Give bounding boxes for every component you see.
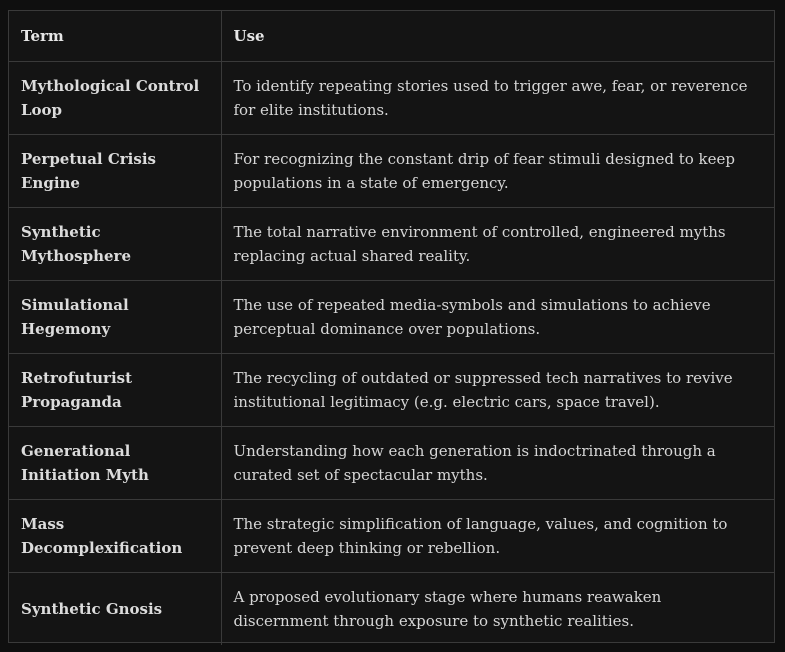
header-use: Use: [221, 11, 774, 61]
glossary-table-container: [8, 10, 775, 643]
use-cell: The total narrative environment of controlled, engineered myths replacing actual shared reality.: [221, 207, 774, 280]
term-cell: Mythological Control Loop: [9, 61, 221, 134]
table-row: [9, 499, 774, 572]
term-cell: Synthetic Mythosphere: [9, 207, 221, 280]
table-row: [9, 353, 774, 426]
table-row: [9, 61, 774, 134]
term-cell: Simulational Hegemony: [9, 280, 221, 353]
table-row: [9, 134, 774, 207]
use-cell: A proposed evolutionary stage where humans reawaken discernment through exposure to synthetic realities.: [221, 572, 774, 645]
term-cell: Generational Initiation Myth: [9, 426, 221, 499]
use-cell: The strategic simplification of language, values, and cognition to prevent deep thinking or rebellion.: [221, 499, 774, 572]
glossary-table: [9, 11, 774, 645]
term-cell: Retrofuturist Propaganda: [9, 353, 221, 426]
use-cell: Understanding how each generation is indoctrinated through a curated set of spectacular myths.: [221, 426, 774, 499]
header-term: Term: [9, 11, 221, 61]
term-cell: Perpetual Crisis Engine: [9, 134, 221, 207]
table-row: [9, 426, 774, 499]
use-cell: To identify repeating stories used to trigger awe, fear, or reverence for elite institutions.: [221, 61, 774, 134]
term-cell: Mass Decomplexification: [9, 499, 221, 572]
table-header-row: [9, 11, 774, 61]
use-cell: The recycling of outdated or suppressed tech narratives to revive institutional legitimacy (e.g. electric cars, space travel).: [221, 353, 774, 426]
use-cell: The use of repeated media-symbols and simulations to achieve perceptual dominance over populations.: [221, 280, 774, 353]
table-row: [9, 572, 774, 645]
term-cell: Synthetic Gnosis: [9, 572, 221, 645]
table-row: [9, 207, 774, 280]
table-row: [9, 280, 774, 353]
use-cell: For recognizing the constant drip of fear stimuli designed to keep populations in a state of emergency.: [221, 134, 774, 207]
